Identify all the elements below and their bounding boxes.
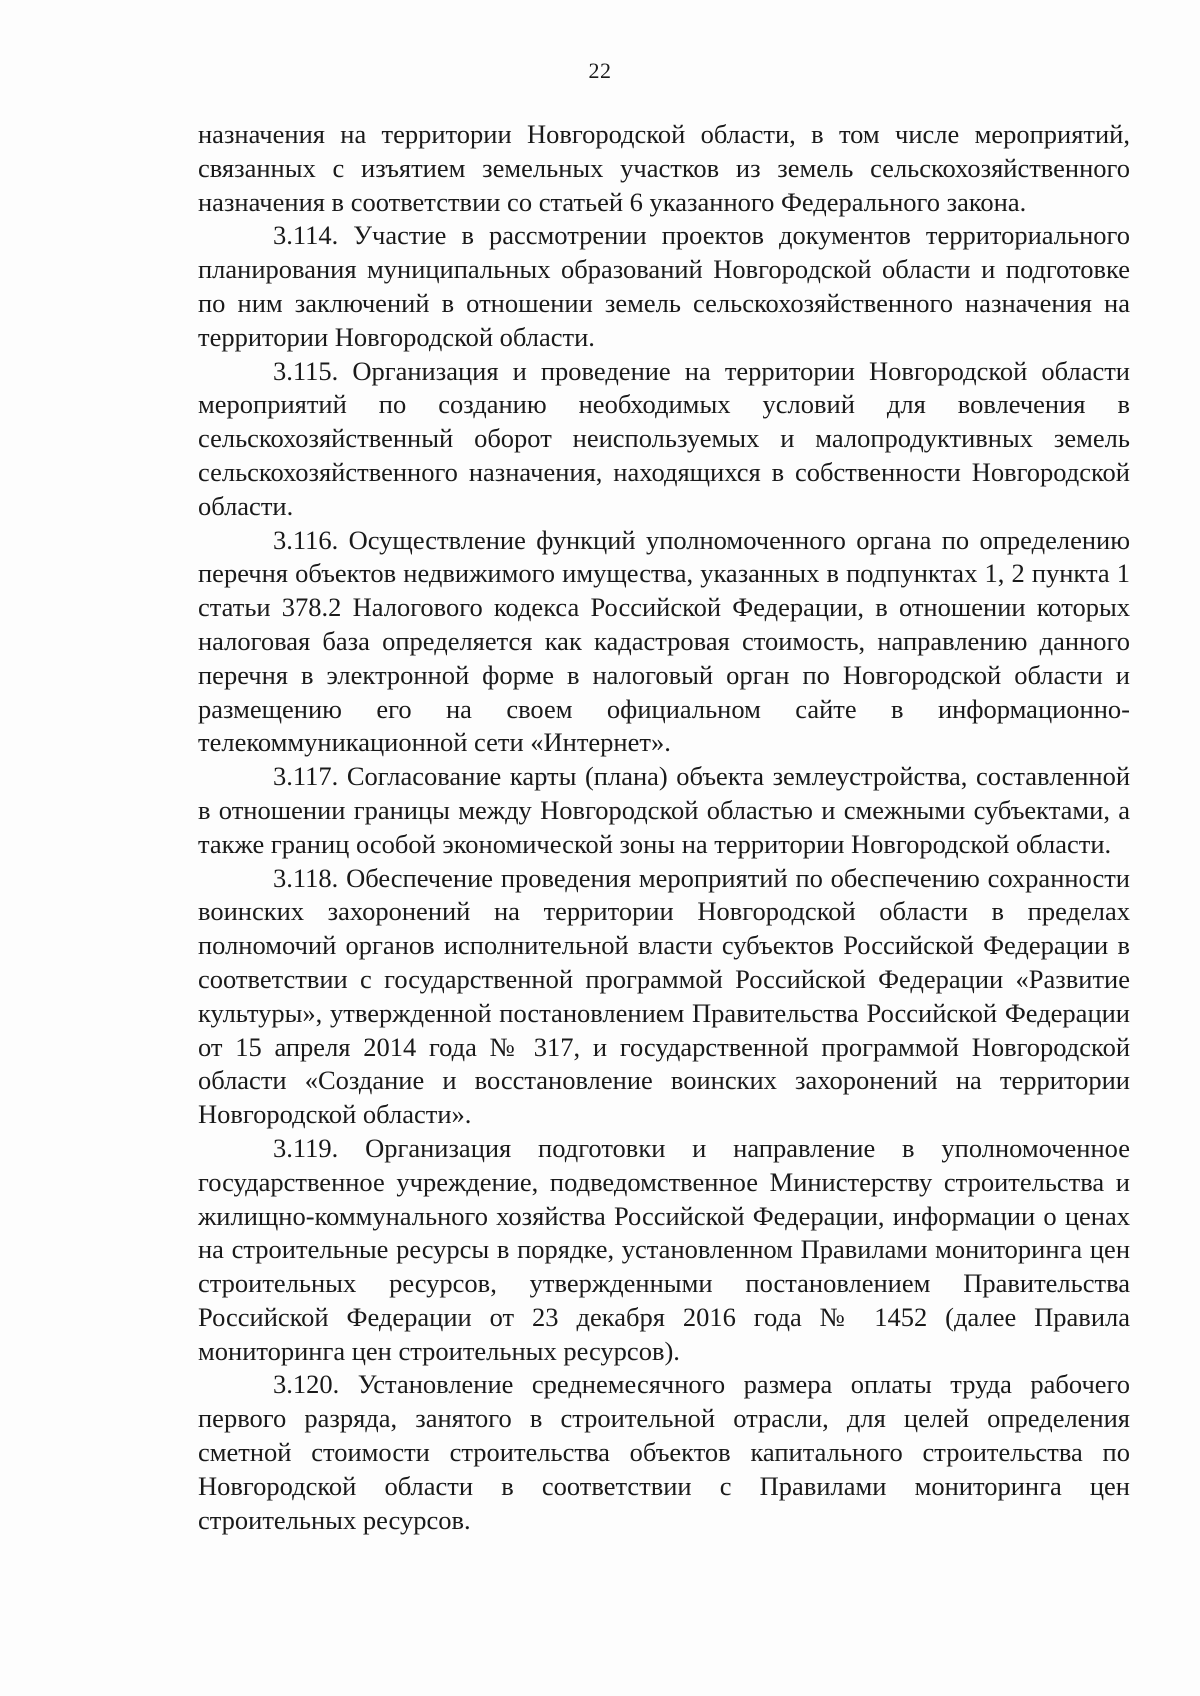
paragraph-3-119: 3.119. Организация подготовки и направление в уполномоченное государственное учреждение, подведомственное Министерству строительства и жилищно-коммунального хозяйства Российской Федерации, информации о ценах на строительные ресурсы в порядке, установленном Правилами мониторинга цен строительных ресурсов, утвержденными постановлением Правительства Российской Федерации от 23 декабря 2016 года № 1452 (далее Правила мониторинга цен строительных ресурсов).: [198, 1132, 1130, 1366]
paragraph-3-117: 3.117. Согласование карты (плана) объекта землеустройства, составленной в отношении границы между Новгородской областью и смежными субъектами, а также границ особой экономической зоны на территории Новгородской области.: [198, 761, 1130, 859]
paragraph-3-115: 3.115. Организация и проведение на территории Новгородской области мероприятий по созданию необходимых условий для вовлечения в сельскохозяйственный оборот неиспользуемых и малопродуктивных земель сельскохозяйственного назначения, находящихся в собственности Новгородской области.: [198, 355, 1130, 521]
page-number: 22: [588, 58, 612, 83]
paragraph-3-116: 3.116. Осуществление функций уполномоченного органа по определению перечня объектов недвижимого имущества, указанных в подпунктах 1, 2 пункта 1 статьи 378.2 Налогового кодекса Российской Федерации, в отношении которых налоговая база определяется как кадастровая стоимость, направлению данного перечня в электронной форме в налоговый орган по Новгородской области и размещению его на своем официальном сайте в информационно-телекоммуникационной сети «Интернет».: [198, 524, 1130, 758]
paragraph-3-114: 3.114. Участие в рассмотрении проектов документов территориального планирования муниципальных образований Новгородской области и подготовке по ним заключений в отношении земель сельскохозяйственного назначения на территории Новгородской области.: [198, 220, 1130, 352]
paragraph-3-118: 3.118. Обеспечение проведения мероприятий по обеспечению сохранности воинских захоронений на территории Новгородской области в пределах полномочий органов исполнительной власти субъектов Российской Федерации в соответствии с государственной программой Российской Федерации «Развитие культуры», утвержденной постановлением Правительства Российской Федерации от 15 апреля 2014 года № 317, и государственной программой Новгородской области «Создание и восстановление воинских захоронений на территории Новгородской области».: [198, 862, 1130, 1130]
paragraph-continuation: назначения на территории Новгородской области, в том числе мероприятий, связанных с изъятием земельных участков из земель сельскохозяйственного назначения в соответствии со статьей 6 указанного Федерального закона.: [198, 119, 1130, 217]
paragraph-3-120: 3.120. Установление среднемесячного размера оплаты труда рабочего первого разряда, занятого в строительной отрасли, для целей определения сметной стоимости строительства объектов капитального строительства по Новгородской области в соответствии с Правилами мониторинга цен строительных ресурсов.: [198, 1369, 1130, 1535]
document-body: [198, 118, 1130, 1537]
